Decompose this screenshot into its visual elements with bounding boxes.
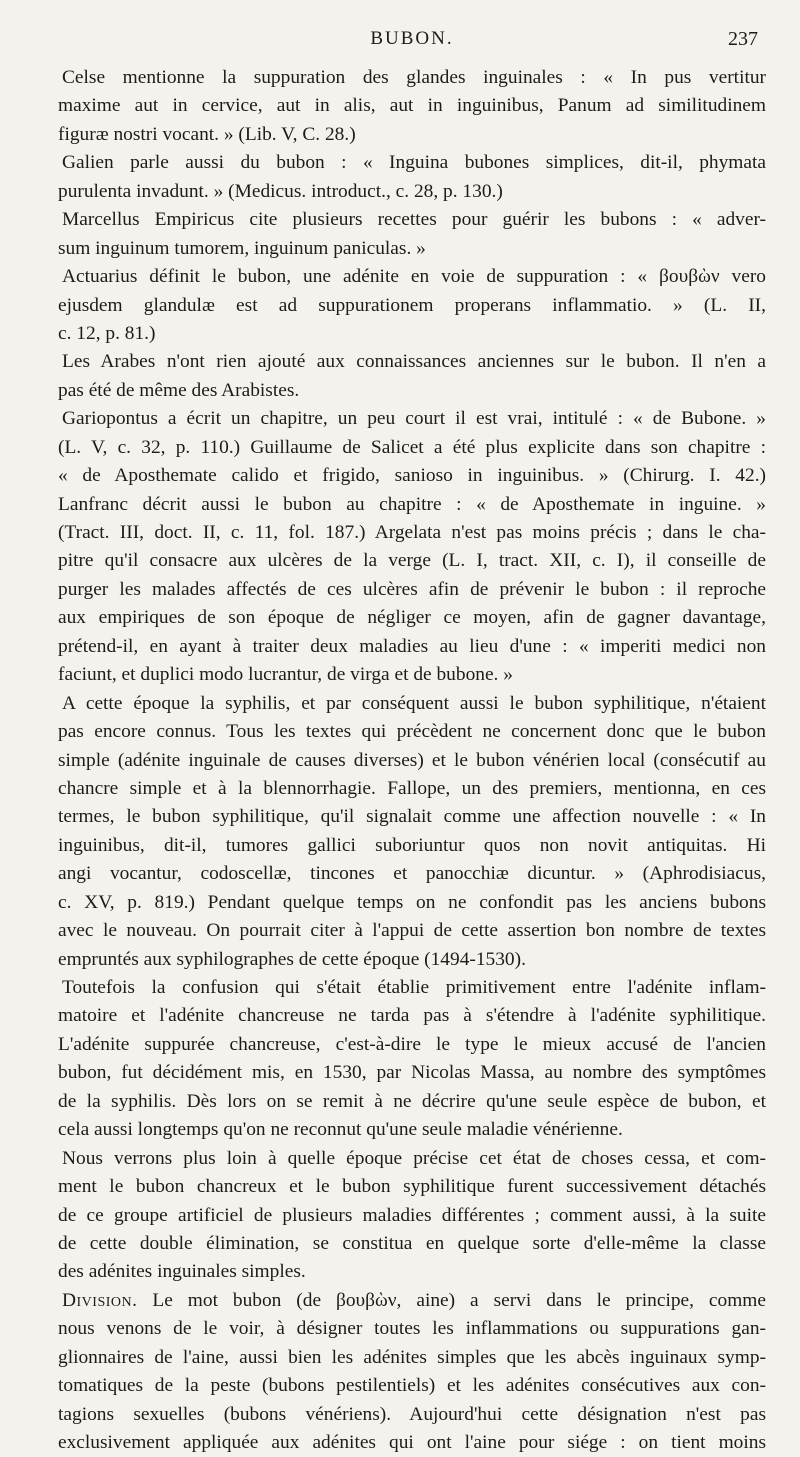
line-text: purulenta invadunt. » (Medicus. introduct., c. 28, p. 130.) [58, 180, 503, 202]
text-line [58, 405, 766, 433]
text-line [58, 1173, 766, 1201]
line-text: avec le nouveau. On pourrait citer à l'appui de cette assertion bon nombre de textes [58, 920, 766, 942]
text-line [58, 1258, 766, 1286]
text-line [58, 974, 766, 1002]
line-text: Les Arabes n'ont rien ajouté aux connaissances anciennes sur le bubon. Il n'en a [62, 351, 766, 373]
text-line [58, 576, 766, 604]
line-text: tomatiques de la peste (bubons pestilentiels) et les adénites consécutives aux con- [58, 1375, 766, 1397]
line-text: ment le bubon chancreux et le bubon syphilitique furent successivement détachés [58, 1176, 766, 1198]
line-text: de ce groupe artificiel de plusieurs maladies différentes ; comment aussi, à la suite [58, 1204, 766, 1226]
line-text: de la syphilis. Dès lors on se remit à ne décrire qu'une seule espèce de bubon, et [58, 1090, 766, 1112]
text-line [58, 92, 766, 120]
text-line [58, 519, 766, 547]
line-text: inguinibus, dit-il, tumores gallici suboriuntur quos non novit antiquitas. Hi [58, 834, 766, 856]
line-text: angi vocantur, codoscellæ, tincones et panocchiæ dicuntur. » (Aphrodisiacus, [58, 863, 766, 885]
text-line [58, 149, 766, 177]
text-line [58, 292, 766, 320]
text-line [58, 718, 766, 746]
text-line [58, 491, 766, 519]
line-text: figuræ nostri vocant. » (Lib. V, C. 28.) [58, 123, 356, 145]
running-title: BUBON. [370, 28, 454, 49]
text-line [58, 832, 766, 860]
text-line [58, 320, 766, 348]
text-line [58, 633, 766, 661]
text-line [58, 263, 766, 291]
line-text: prétend-il, en ayant à traiter deux maladies au lieu d'une : « imperiti medici non [58, 635, 766, 657]
section-lead: Division. [62, 1289, 138, 1311]
text-line [58, 1002, 766, 1030]
text-line [58, 690, 766, 718]
line-text: ejusdem glandulæ est ad suppurationem properans inflammatio. » (L. II, [58, 294, 766, 316]
text-line [58, 1230, 766, 1258]
text-line [58, 1372, 766, 1400]
text-line [58, 1031, 766, 1059]
text-line [58, 547, 766, 575]
line-text: bubon, fut décidément mis, en 1530, par Nicolas Massa, au nombre des symptômes [58, 1062, 766, 1084]
text-line [58, 434, 766, 462]
text-line [58, 178, 766, 206]
text-line [58, 775, 766, 803]
line-text: cela aussi longtemps qu'on ne reconnut qu'une seule maladie vénérienne. [58, 1119, 623, 1141]
text-line [58, 917, 766, 945]
page-header [58, 28, 766, 52]
page-number: 237 [728, 28, 758, 50]
line-text: Toutefois la confusion qui s'était établie primitivement entre l'adénite inflam- [62, 977, 766, 998]
text-line [58, 803, 766, 831]
text-line [58, 377, 766, 405]
line-text: nous venons de le voir, à désigner toutes les inflammations ou suppurations gan- [58, 1318, 766, 1340]
line-text: exclusivement appliquée aux adénites qui ont l'aine pour siége : on tient moins [58, 1432, 766, 1453]
text-line [58, 206, 766, 234]
text-line [58, 1287, 766, 1315]
text-line [58, 64, 766, 92]
text-line [58, 1145, 766, 1173]
text-line [58, 661, 766, 689]
line-text: c. 12, p. 81.) [58, 322, 156, 344]
line-text: Marcellus Empiricus cite plusieurs recettes pour guérir les bubons : « adver- [62, 209, 766, 231]
line-text: chancre simple et à la blennorrhagie. Fallope, un des premiers, mentionna, en ces [58, 777, 766, 799]
line-text: purger les malades affectés de ces ulcères afin de prévenir le bubon : il reproche [58, 578, 766, 600]
line-text: Actuarius définit le bubon, une adénite en voie de suppuration : « βουβὼν vero [62, 266, 766, 288]
line-text: Le mot bubon (de βουβὼν, aine) a servi dans le principe, comme [152, 1289, 766, 1311]
line-text: « de Aposthemate calido et frigido, sanioso in inguinibus. » (Chirurg. I. 42.) [58, 465, 766, 487]
line-text: c. XV, p. 819.) Pendant quelque temps on ne confondit pas les anciens bubons [58, 891, 766, 913]
line-text: Lanfranc décrit aussi le bubon au chapitre : « de Aposthemate in inguine. » [58, 493, 766, 515]
text-line [58, 462, 766, 490]
text-line [58, 860, 766, 888]
line-text: empruntés aux syphilographes de cette époque (1494-1530). [58, 948, 526, 970]
line-text: L'adénite suppurée chancreuse, c'est-à-dire le type le mieux accusé de l'ancien [58, 1033, 766, 1055]
line-text: pas encore connus. Tous les textes qui précèdent ne concernent donc que le bubon [58, 721, 766, 743]
text-line [58, 235, 766, 263]
line-text: (L. V, c. 32, p. 110.) Guillaume de Salicet a été plus explicite dans son chapitre : [58, 436, 766, 458]
text-line [58, 889, 766, 917]
text-line [58, 1401, 766, 1429]
line-text: pas été de même des Arabistes. [58, 379, 300, 401]
line-text: matoire et l'adénite chancreuse ne tarda pas à s'étendre à l'adénite syphilitique. [58, 1005, 766, 1027]
line-text: Nous verrons plus loin à quelle époque précise cet état de choses cessa, et com- [62, 1147, 766, 1169]
line-text: glionnaires de l'aine, aussi bien les adénites simples que les abcès inguinaux symp- [58, 1346, 766, 1368]
text-line [58, 1202, 766, 1230]
text-line [58, 1344, 766, 1372]
text-line [58, 604, 766, 632]
line-text: Gariopontus a écrit un chapitre, un peu court il est vrai, intitulé : « de Bubone. » [62, 408, 766, 430]
line-text: (Tract. III, doct. II, c. 11, fol. 187.) Argelata n'est pas moins précis ; dans le cha- [58, 522, 766, 543]
text-line [58, 747, 766, 775]
text-line [58, 1059, 766, 1087]
line-text: Galien parle aussi du bubon : « Inguina bubones simplices, dit-il, phymata [62, 152, 766, 174]
line-text: tagions sexuelles (bubons vénériens). Aujourd'hui cette désignation n'est pas [58, 1403, 766, 1425]
line-text: faciunt, et duplici modo lucrantur, de virga et de bubone. » [58, 664, 513, 686]
text-line [58, 348, 766, 376]
line-text: Celse mentionne la suppuration des glandes inguinales : « In pus vertitur [62, 67, 766, 88]
body-text [58, 64, 766, 1457]
text-line [58, 946, 766, 974]
line-text: de cette double élimination, se constitua en quelque sorte d'elle-même la classe [58, 1232, 766, 1254]
line-text: A cette époque la syphilis, et par conséquent aussi le bubon syphilitique, n'étaient [62, 692, 766, 714]
text-line [58, 121, 766, 149]
line-text: termes, le bubon syphilitique, qu'il signalait comme une affection nouvelle : « In [58, 806, 766, 828]
line-text: pitre qu'il consacre aux ulcères de la verge (L. I, tract. XII, c. I), il conseille de [58, 550, 766, 572]
text-line [58, 1315, 766, 1343]
text-line [58, 1116, 766, 1144]
line-text: maxime aut in cervice, aut in alis, aut in inguinibus, Panum ad similitudinem [58, 95, 766, 117]
line-text: simple (adénite inguinale de causes diverses) et le bubon vénérien local (consécutif au [58, 749, 766, 771]
text-line [58, 1429, 766, 1457]
line-text: des adénites inguinales simples. [58, 1261, 306, 1283]
line-text: aux empiriques de son époque de négliger ce moyen, afin de gagner davantage, [58, 607, 766, 629]
line-text: sum inguinum tumorem, inguinum paniculas. » [58, 237, 426, 259]
text-line [58, 1088, 766, 1116]
